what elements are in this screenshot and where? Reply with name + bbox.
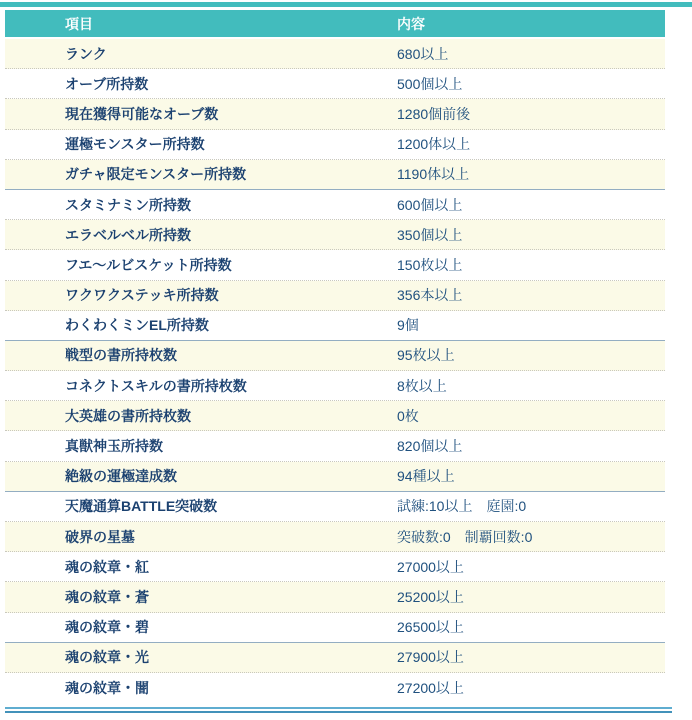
item-value: 試練:10以上 庭園:0 — [397, 498, 527, 515]
item-value: 25200以上 — [397, 588, 464, 605]
table-row — [5, 281, 665, 311]
item-name: 真獣神玉所持数 — [65, 438, 163, 455]
table-row — [5, 492, 665, 522]
item-name: ワクワクステッキ所持数 — [65, 287, 219, 304]
item-name: エラベルベル所持数 — [65, 226, 191, 243]
item-value: 27900以上 — [397, 649, 464, 666]
item-name: 魂の紋章・紅 — [65, 558, 149, 575]
item-name: 現在獲得可能なオーブ数 — [65, 105, 219, 122]
item-value: 9個 — [397, 317, 419, 334]
table-bottom-border — [5, 707, 672, 713]
table-row — [5, 643, 665, 673]
item-value: 8枚以上 — [397, 377, 447, 394]
item-name: 天魔通算BATTLE突破数 — [65, 498, 218, 515]
item-name: 魂の紋章・光 — [65, 649, 149, 666]
item-name: 魂の紋章・碧 — [65, 619, 149, 636]
item-value: 突破数:0 制覇回数:0 — [397, 528, 533, 545]
item-value: 94種以上 — [397, 468, 455, 485]
item-name: 魂の紋章・闇 — [65, 680, 149, 697]
item-value: 150枚以上 — [397, 256, 463, 273]
table-row — [5, 190, 665, 220]
header-cell-item: 項目 — [65, 15, 93, 32]
table-row — [5, 522, 665, 552]
item-name: 破界の星墓 — [65, 528, 135, 545]
table-row — [5, 250, 665, 280]
table-row — [5, 341, 665, 371]
item-name: 絶級の運極達成数 — [65, 468, 177, 485]
table-row — [5, 69, 665, 99]
item-value: 500個以上 — [397, 75, 463, 92]
top-divider-rule — [0, 2, 692, 7]
table-row — [5, 431, 665, 461]
table-row — [5, 582, 665, 612]
item-value: 95枚以上 — [397, 347, 455, 364]
item-name: ランク — [65, 45, 107, 62]
item-name: ガチャ限定モンスター所持数 — [65, 166, 247, 183]
item-name: フエ〜ルビスケット所持数 — [65, 256, 232, 273]
item-value: 0枚 — [397, 407, 419, 424]
table-row — [5, 39, 665, 69]
table-row — [5, 130, 665, 160]
item-name: オーブ所持数 — [65, 75, 149, 92]
item-name: わくわくミンEL所持数 — [65, 317, 209, 334]
table-row — [5, 401, 665, 431]
item-name: 戦型の書所持枚数 — [65, 347, 177, 364]
table-row — [5, 311, 665, 341]
item-name: 運極モンスター所持数 — [65, 136, 205, 153]
item-name: コネクトスキルの書所持枚数 — [65, 377, 247, 394]
item-name: 大英雄の書所持枚数 — [65, 407, 191, 424]
item-value: 350個以上 — [397, 226, 463, 243]
table-row — [5, 371, 665, 401]
table-row — [5, 160, 665, 190]
header-cell-value: 内容 — [397, 15, 425, 32]
table-row — [5, 552, 665, 582]
item-value: 1200体以上 — [397, 136, 471, 153]
item-value: 27000以上 — [397, 558, 464, 575]
item-value: 26500以上 — [397, 619, 464, 636]
item-value: 1280個前後 — [397, 105, 471, 122]
table-body — [5, 39, 665, 703]
item-value: 1190体以上 — [397, 166, 470, 183]
table-header-row — [5, 10, 665, 39]
table-row — [5, 220, 665, 250]
table-row — [5, 462, 665, 492]
item-value: 356本以上 — [397, 287, 463, 304]
item-value: 600個以上 — [397, 196, 463, 213]
item-value: 27200以上 — [397, 680, 464, 697]
item-value: 820個以上 — [397, 438, 463, 455]
table-row — [5, 673, 665, 703]
table-row — [5, 99, 665, 129]
account-spec-table — [5, 10, 665, 703]
item-name: 魂の紋章・蒼 — [65, 588, 149, 605]
item-name: スタミナミン所持数 — [65, 196, 191, 213]
table-row — [5, 613, 665, 643]
item-value: 680以上 — [397, 45, 449, 62]
